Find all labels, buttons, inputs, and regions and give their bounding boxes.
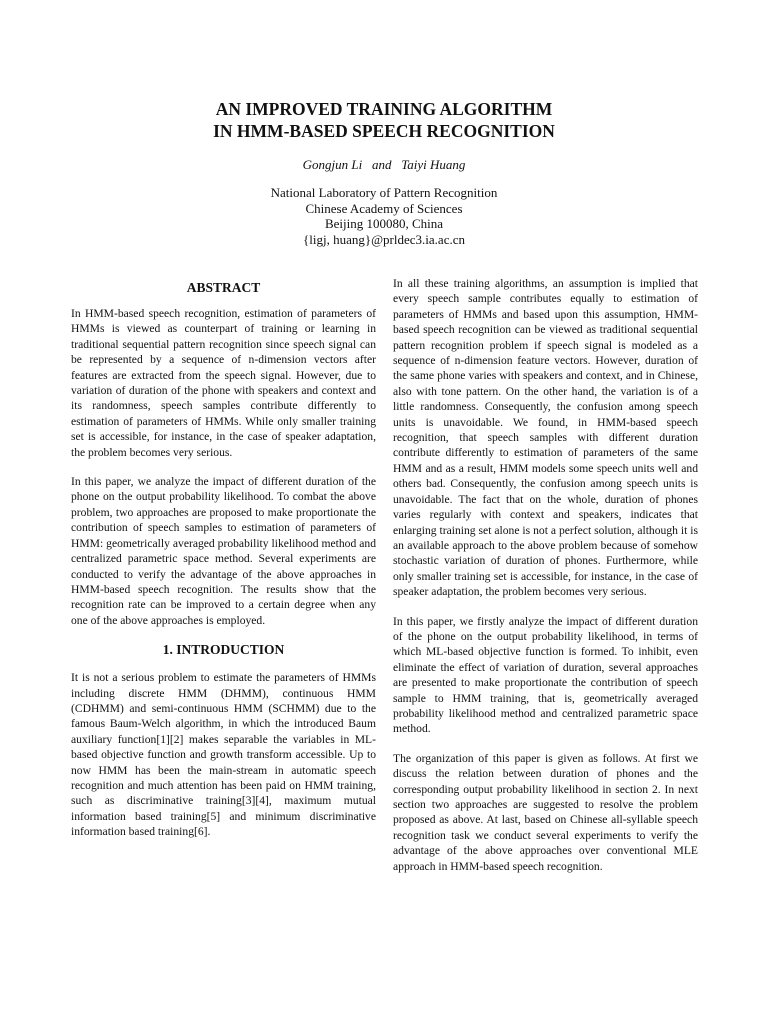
body-paragraph-2: In this paper, we firstly analyze the impact of different duration of the phone on the output probability likelihood, in terms of which ML-based objective function is formed. To inhibit, even eliminate the effect of variation of duration, several approaches are presented to make proportionate the contribution of speech sample to HMM training, that is, geometrically averaged probability likelihood method and centralized parametric space method. (393, 614, 698, 736)
abstract-paragraph-1: In HMM-based speech recognition, estimation of parameters of HMMs is viewed as counterpart of training or learning in traditional sequential pattern recognition since speech signal can be represented by a sequence of n-dimension vectors after features are extracted from the speech signal. However, due to variation of duration of the phone with speakers and context and its randomness, speech samples contribute differently to estimation of parameters of HMMs. While only smaller training set is accessible, for instance, in the case of speaker adaptation, the problem becomes very serious. (71, 307, 376, 459)
abstract-heading: ABSTRACT (186, 280, 261, 295)
body-paragraph-3: The organization of this paper is given as follows. At first we discuss the relation between duration of phones and the corresponding output probability likelihood in section 2. In next section two approaches are suggested to resolve the problem proposed as above. At last, based on Chinese all-syllable speech recognition task we conduct several experiments to verify the advantage of the above approaches over conventional MLE approach in HMM-based speech recognition. (393, 751, 698, 873)
right-column (393, 276, 698, 888)
affiliation-academy: Chinese Academy of Sciences (305, 200, 463, 216)
introduction-paragraph-1: It is not a serious problem to estimate the parameters of HMMs including discrete HMM (DHMM), continuous HMM (CDHMM) and semi-continuous HMM (SCHMM) due to the famous Baum-Welch algorithm, in which the introduced Baum auxiliary function[1][2] makes separable the variables in ML-based objective function and growth transform accessible. Up to now HMM has been the main-stream in automatic speech recognition and much attention has been paid on HMM training, such as discriminative training[3][4], maximum mutual information based training[5] and minimum discriminative information based training[6]. (71, 671, 376, 839)
author-list: Gongjun Li and Taiyi Huang (302, 157, 466, 172)
affiliation-city: Beijing 100080, China (324, 216, 444, 231)
left-column (71, 276, 376, 854)
abstract-paragraph-2: In this paper, we analyze the impact of different duration of the phone on the output probability likelihood. To combat the above problem, two approaches are proposed to make proportionate the contribution of speech samples to estimation of parameters of HMM: geometrically averaged probability likelihood method and centralized parametric space method. Several experiments are conducted to verify the advantage of the above approaches in HMM-based speech recognition. The results show that the recognition rate can be improved to a certain degree when any one of the above approaches is employed. (71, 475, 376, 627)
affiliation-lab: National Laboratory of Pattern Recognition (270, 185, 498, 200)
paper-title (0, 98, 768, 142)
title-line-1: AN IMPROVED TRAINING ALGORITHM (215, 99, 553, 119)
body-paragraph-1: In all these training algorithms, an assumption is implied that every speech sample contributes equally to estimation of parameters of HMMs and based upon this assumption, HMM-based speech recognition can be viewed as traditional sequential pattern recognition problem if speech signal is modeled as a sequence of n-dimension feature vectors. However, duration of the same phone varies with speakers and context, and in Chinese, also with tone pattern. On the other hand, the variation is of a little randomness. Consequently, the confusion among speech units is unavoidable. We found, in HMM-based speech recognition, that speech samples with different duration contribute differently to estimation of parameters of the same HMM and as a result, HMM models some speech units well and others bad. Consequently, the confusion among speech units is unavoidable. The fact that on the whole, duration of phones varies regularly with context and speakers, indicates that enlarging training set alone is not a perfect solution, although it is an available approach to the above problem because of somehow stochastic variation of duration of phones. Furthermore, while only smaller training set is accessible, for instance, in the case of speaker adaptation, the problem becomes very serious. (393, 277, 698, 599)
affiliation-email: {ligj, huang}@prldec3.ia.ac.cn (303, 231, 465, 247)
introduction-heading: 1. INTRODUCTION (162, 642, 285, 658)
title-line-2: IN HMM-BASED SPEECH RECOGNITION (213, 121, 555, 141)
affiliation-block (0, 185, 768, 247)
